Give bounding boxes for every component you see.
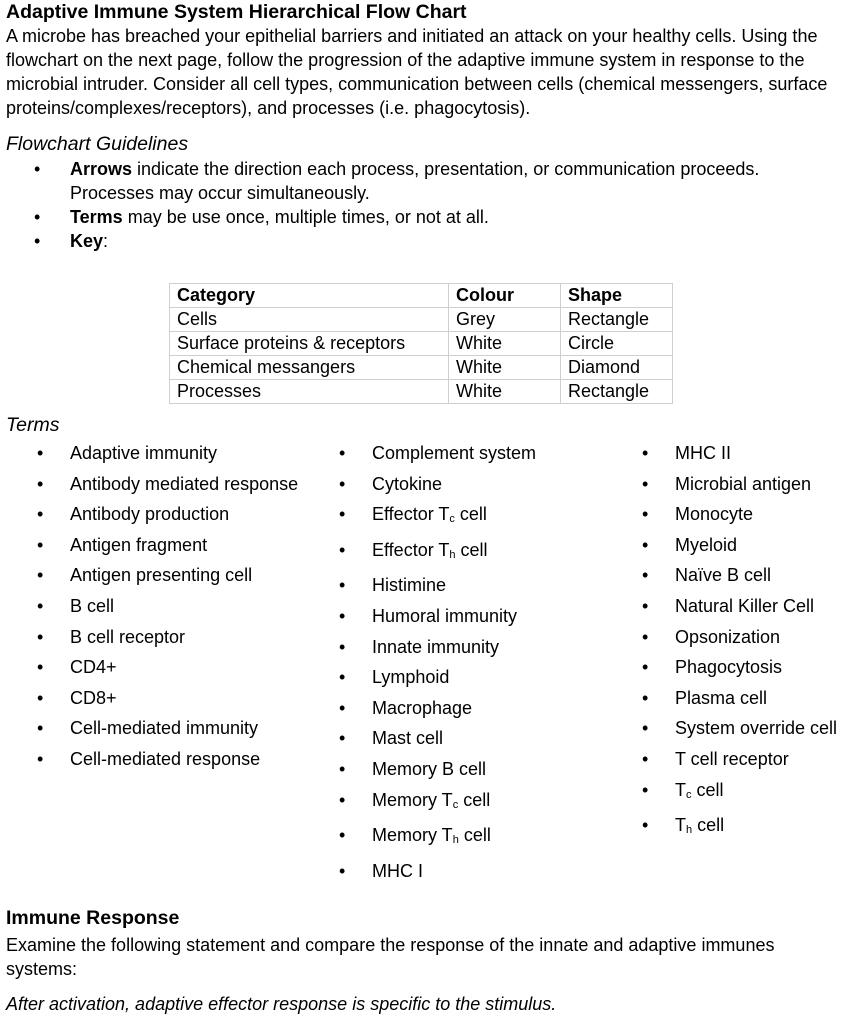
term-item: • Effector Tc cell (339, 504, 487, 526)
key-cell: Processes (170, 380, 449, 404)
term-item: • CD8+ (37, 687, 117, 708)
term-label: Naïve B cell (675, 565, 772, 586)
guideline-terms: • Terms may be use once, multiple times, or not at all. (34, 207, 489, 227)
term-item: • Histimine (339, 575, 447, 596)
terms-column-2 (339, 441, 602, 889)
term-label: B cell receptor (70, 626, 186, 647)
term-item: • Phagocytosis (642, 657, 783, 678)
term-item: • Cell-mediated immunity (37, 718, 259, 739)
key-cell: White (449, 380, 561, 404)
key-cell: Surface proteins & receptors (170, 332, 449, 356)
key-cell: Cells (170, 308, 449, 332)
document-page (6, 0, 838, 253)
term-label: Antibody mediated response (70, 473, 299, 494)
term-label: Memory B cell (372, 758, 487, 779)
term-label: Memory Tc cell (372, 789, 491, 811)
term-item: • Adaptive immunity (37, 443, 218, 463)
term-label: Microbial antigen (675, 473, 812, 494)
term-label: Tc cell (675, 779, 724, 801)
term-label: Innate immunity (372, 636, 500, 657)
term-item: • Th cell (642, 815, 725, 837)
term-label: Natural Killer Cell (675, 595, 815, 616)
terms-heading: Terms (6, 414, 60, 436)
guidelines-list (6, 157, 838, 253)
immune-response-heading: Immune Response (6, 907, 180, 929)
term-item: • T cell receptor (642, 748, 789, 769)
guideline-arrows-text: indicate the direction each process, presentation, or communication proceeds. Processes may occur simultaneously. (70, 159, 760, 203)
term-label: T cell receptor (675, 748, 789, 769)
guideline-arrows: • Arrows indicate the direction each process, presentation, or communication proceeds. Processes may occur simultaneously. (34, 159, 760, 203)
key-cell: Rectangle (561, 308, 673, 332)
term-item: • Antibody mediated response (37, 473, 299, 494)
term-item: • Antigen fragment (37, 534, 208, 555)
intro-paragraph: A microbe has breached your epithelial barriers and initiated an attack on your healthy cells. Using the flowchart on the next page, follow the progression of the adaptive immune system in response to the microbial intruder. Consider all cell types, communication between cells (chemical messengers, surface proteins/complexes/receptors), and processes (i.e. phagocytosis). (6, 26, 828, 118)
term-label: Lymphoid (372, 667, 450, 688)
term-label: Antigen presenting cell (70, 565, 253, 586)
guidelines-heading: Flowchart Guidelines (6, 133, 189, 155)
term-item: • MHC II (642, 443, 731, 463)
term-label: Opsonization (675, 626, 781, 647)
document-title: Adaptive Immune System Hierarchical Flow Chart (6, 1, 467, 23)
term-item: • System override cell (642, 718, 838, 739)
term-label: Mast cell (372, 728, 444, 749)
term-label: Histimine (372, 575, 447, 596)
key-table (169, 283, 673, 404)
term-label: Complement system (372, 443, 537, 463)
term-label: Memory Th cell (372, 825, 491, 847)
term-item: • Memory B cell (339, 758, 487, 779)
term-label: Humoral immunity (372, 605, 518, 626)
term-item: • Tc cell (642, 779, 724, 801)
term-label: Antigen fragment (70, 534, 208, 555)
key-header-category: Category (170, 284, 449, 308)
term-label: Monocyte (675, 504, 754, 525)
term-item: • Memory Th cell (339, 825, 491, 847)
term-item: • Cytokine (339, 473, 443, 494)
guideline-terms-bold: Terms (70, 207, 123, 227)
term-item: • B cell (37, 595, 115, 616)
term-item: • Humoral immunity (339, 605, 518, 626)
term-item: • Natural Killer Cell (642, 595, 815, 616)
term-item: • CD4+ (37, 657, 117, 678)
key-cell: White (449, 332, 561, 356)
term-label: MHC II (675, 443, 731, 463)
key-table-row (170, 308, 673, 332)
term-label: Cytokine (372, 473, 443, 494)
terms-column-3 (642, 441, 845, 849)
term-item: • MHC I (339, 860, 423, 881)
term-item: • Innate immunity (339, 636, 500, 657)
guideline-key-colon: : (103, 231, 109, 251)
guideline-key: • Key: (34, 231, 109, 251)
term-item: • Memory Tc cell (339, 789, 491, 811)
term-label: Cell-mediated immunity (70, 718, 259, 739)
term-item: • Mast cell (339, 728, 444, 749)
terms-column-1 (37, 441, 300, 778)
key-table-row (170, 356, 673, 380)
term-item: • Lymphoid (339, 667, 450, 688)
term-item: • Opsonization (642, 626, 781, 647)
term-label: Cell-mediated response (70, 748, 261, 769)
term-item: • Plasma cell (642, 687, 768, 708)
guideline-arrows-bold: Arrows (70, 159, 133, 179)
key-cell: Chemical messangers (170, 356, 449, 380)
term-label: Plasma cell (675, 687, 768, 708)
term-item: • Antigen presenting cell (37, 565, 253, 586)
key-header-shape: Shape (561, 284, 673, 308)
term-item: • Cell-mediated response (37, 748, 261, 769)
key-header-colour: Colour (449, 284, 561, 308)
term-item: • Myeloid (642, 534, 738, 555)
key-table-row (170, 332, 673, 356)
term-item: • Naïve B cell (642, 565, 772, 586)
term-item: • Monocyte (642, 504, 754, 525)
term-label: Effector Tc cell (372, 504, 487, 526)
term-item: • Macrophage (339, 697, 473, 718)
term-label: Phagocytosis (675, 657, 783, 678)
key-cell: Circle (561, 332, 673, 356)
term-item: • Antibody production (37, 504, 230, 525)
key-table-row (170, 380, 673, 404)
term-label: CD8+ (70, 687, 117, 708)
term-label: Macrophage (372, 697, 473, 718)
term-label: B cell (70, 595, 115, 616)
term-label: Th cell (675, 815, 725, 837)
term-item: • Microbial antigen (642, 473, 812, 494)
term-label: Effector Th cell (372, 539, 488, 561)
key-cell: Grey (449, 308, 561, 332)
term-label: Adaptive immunity (70, 443, 218, 463)
guideline-key-bold: Key (70, 231, 104, 251)
key-cell: Rectangle (561, 380, 673, 404)
term-item: • B cell receptor (37, 626, 186, 647)
guideline-terms-text: may be use once, multiple times, or not at all. (122, 207, 489, 227)
term-label: System override cell (675, 718, 838, 739)
immune-response-statement: After activation, adaptive effector response is specific to the stimulus. (6, 994, 557, 1014)
term-item: • Complement system (339, 443, 537, 463)
immune-response-text: Examine the following statement and compare the response of the innate and adaptive immunes systems: (6, 935, 775, 979)
term-item: • Effector Th cell (339, 539, 488, 561)
term-label: CD4+ (70, 657, 117, 678)
term-label: Myeloid (675, 534, 738, 555)
key-cell: Diamond (561, 356, 673, 380)
key-table-header (170, 284, 673, 308)
term-label: Antibody production (70, 504, 230, 525)
term-label: MHC I (372, 860, 423, 881)
key-cell: White (449, 356, 561, 380)
